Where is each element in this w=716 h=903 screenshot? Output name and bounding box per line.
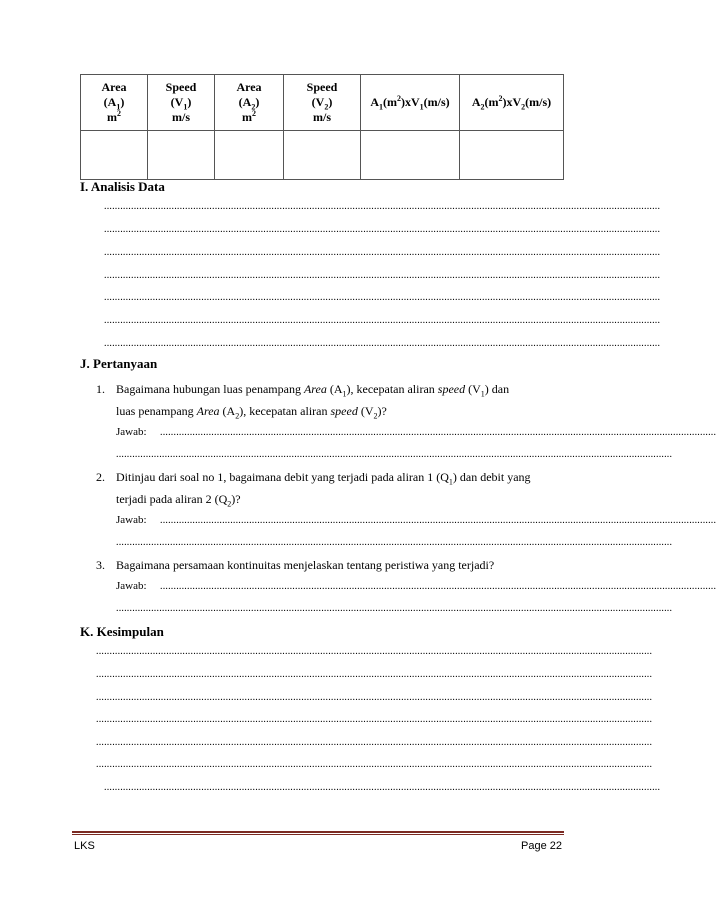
section-pertanyaan: J. Pertanyaan xyxy=(80,356,158,371)
footer-rule-thin xyxy=(72,834,564,835)
question-number: 3. xyxy=(96,558,105,572)
question-number: 1. xyxy=(96,382,105,396)
jawab-label: Jawab: xyxy=(116,426,147,438)
section-kesimpulan: K. Kesimpulan xyxy=(80,624,164,639)
data-table xyxy=(80,74,564,180)
jawab-label: Jawab: xyxy=(116,580,147,592)
answer-line[interactable]: .............................................................................................................................................................................................................. xyxy=(160,581,716,592)
table-cell-v2[interactable] xyxy=(284,131,361,180)
section-analisis-data: I. Analisis Data xyxy=(80,179,165,194)
question-1-line-1: Bagaimana hubungan luas penampang Area $(A_1)$, kecepatan aliran speed $(V_1)$ dan xyxy=(116,382,510,399)
answer-line[interactable]: .............................................................................................................................................................................................................. xyxy=(104,315,661,326)
table-cell-v1[interactable] xyxy=(148,131,215,180)
answer-line[interactable]: .............................................................................................................................................................................................................. xyxy=(96,692,653,703)
answer-line[interactable]: .............................................................................................................................................................................................................. xyxy=(96,669,653,680)
question-2-line-2: terjadi pada aliran 2 $(Q_2)$? xyxy=(116,492,241,509)
question-2-line-1: Ditinjau dari soal no 1, bagaimana debit yang terjadi pada aliran 1 $(Q_1)$ dan debit yang xyxy=(116,470,531,487)
header-speed-v2: Speed $(V_2)$ m/s xyxy=(284,75,361,131)
answer-line[interactable]: .............................................................................................................................................................................................................. xyxy=(96,646,653,657)
answer-line[interactable]: .............................................................................................................................................................................................................. xyxy=(160,515,716,526)
answer-line[interactable]: .............................................................................................................................................................................................................. xyxy=(104,247,661,258)
answer-line[interactable]: .............................................................................................................................................................................................................. xyxy=(116,603,673,614)
header-speed-v1: Speed $(V_1)$ m/s xyxy=(148,75,215,131)
answer-line[interactable]: .............................................................................................................................................................................................................. xyxy=(104,782,661,793)
jawab-label: Jawab: xyxy=(116,514,147,526)
answer-line[interactable]: .............................................................................................................................................................................................................. xyxy=(96,714,653,725)
table-cell-a1v1[interactable] xyxy=(361,131,460,180)
answer-line[interactable]: .............................................................................................................................................................................................................. xyxy=(116,537,673,548)
table-cell-a2v2[interactable] xyxy=(460,131,564,180)
table-header-row xyxy=(81,75,564,131)
question-number: 2. xyxy=(96,470,105,484)
header-area-a1: Area $(A_1)$ $m^2$ xyxy=(81,75,148,131)
header-a2-v2-product: $A_2(m^2)xV_2(m/s)$ xyxy=(460,75,564,131)
answer-line[interactable]: .............................................................................................................................................................................................................. xyxy=(104,224,661,235)
header-a1-v1-product: $A_1(m^2)xV_1(m/s)$ xyxy=(361,75,460,131)
question-3-line-1: Bagaimana persamaan kontinuitas menjelaskan tentang peristiwa yang terjadi? xyxy=(116,558,495,572)
table-row xyxy=(81,131,564,180)
answer-line[interactable]: .............................................................................................................................................................................................................. xyxy=(104,201,661,212)
table-cell-a1[interactable] xyxy=(81,131,148,180)
answer-line[interactable]: .............................................................................................................................................................................................................. xyxy=(104,270,661,281)
answer-line[interactable]: .............................................................................................................................................................................................................. xyxy=(116,449,673,460)
page-number: Page 22 xyxy=(521,840,562,852)
footer-left-label: LKS xyxy=(74,840,95,852)
footer-rule xyxy=(72,831,564,833)
answer-line[interactable]: .............................................................................................................................................................................................................. xyxy=(96,737,653,748)
answer-line[interactable]: .............................................................................................................................................................................................................. xyxy=(160,427,716,438)
answer-line[interactable]: .............................................................................................................................................................................................................. xyxy=(104,292,661,303)
header-area-a2: Area $(A_2)$ $m^2$ xyxy=(215,75,284,131)
answer-line[interactable]: .............................................................................................................................................................................................................. xyxy=(96,759,653,770)
answer-line[interactable]: .............................................................................................................................................................................................................. xyxy=(104,338,661,349)
table-cell-a2[interactable] xyxy=(215,131,284,180)
question-1-line-2: luas penampang Area $(A_2)$, kecepatan aliran speed $(V_2)$? xyxy=(116,404,387,421)
